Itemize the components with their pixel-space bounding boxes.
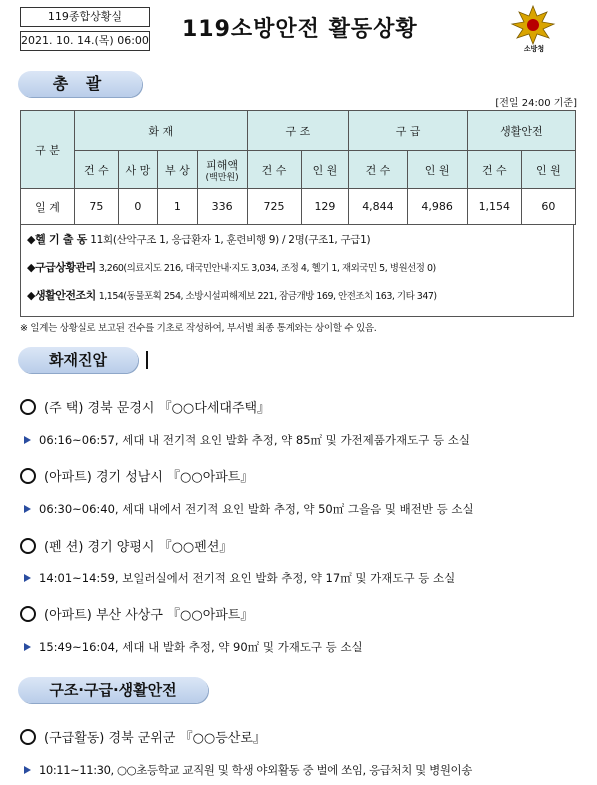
cell-fire-cases: 75 — [75, 189, 119, 225]
group-fire: 화 재 — [75, 111, 247, 151]
fire-item-1 — [20, 397, 270, 416]
fire-item-3-head: (펜 션) 경기 양평시 『○○펜션』 — [44, 540, 233, 555]
fire-item-4-head: (아파트) 부산 사상구 『○○아파트』 — [44, 608, 254, 623]
fire-item-1-detail: 06:16~06:57, 세대 내 전기적 요인 발화 추정, 약 85㎡ 및 가전제품가재도구 등 소실 — [39, 433, 470, 447]
page-title: 119소방안전 활동상황 — [182, 17, 418, 42]
note-ems-label: ◆구급상황관리 — [27, 261, 96, 274]
triangle-bullet-icon — [24, 505, 31, 513]
rescue-item-1-detail: 10:11~11:30, ○○초등학교 교직원 및 학생 야외활동 중 벌에 쏘임, 응급처치 및 병원이송 — [39, 763, 472, 777]
report-date-badge — [20, 31, 150, 51]
triangle-bullet-icon — [24, 574, 31, 582]
note-ems — [27, 259, 567, 275]
circle-bullet-icon — [20, 606, 36, 622]
logo-label: 소방청 — [523, 45, 545, 53]
office-badge — [20, 7, 150, 27]
rescue-item-1-head: (구급활동) 경북 군위군 『○○등산로』 — [44, 731, 266, 746]
col-fire-deaths: 사 망 — [118, 151, 157, 189]
summary-table — [20, 110, 576, 317]
fire-item-2-detail: 06:30~06:40, 세대 내에서 전기적 요인 발화 추정, 약 50㎡ 그을음 및 배전반 등 소실 — [39, 502, 474, 516]
fire-item-1-head: (주 택) 경북 문경시 『○○다세대주택』 — [44, 401, 271, 416]
fire-item-2-detail-line — [24, 501, 474, 517]
col-safety-cases: 건 수 — [467, 151, 521, 189]
fire-item-1-detail-line — [24, 432, 470, 448]
note-safety-text: 1,154(동물포획 254, 소방시설피해제보 221, 잠금개방 169, 안전조치 163, 기타 347) — [98, 291, 437, 302]
fire-item-3-detail-line — [24, 570, 455, 586]
cell-rescue-cases: 725 — [247, 189, 301, 225]
row-label: 일 계 — [21, 189, 75, 225]
note-safety-label: ◆생활안전조치 — [27, 289, 96, 302]
triangle-bullet-icon — [24, 436, 31, 444]
office-name: 119종합상황실 — [47, 10, 123, 23]
rescue-item-1 — [20, 727, 266, 746]
col-fire-damage-label: 피해액 — [206, 158, 239, 172]
fire-item-3-detail: 14:01~14:59, 보일러실에서 전기적 요인 발화 추정, 약 17㎡ 및 가재도구 등 소실 — [39, 571, 456, 585]
col-rescue-people: 인 원 — [301, 151, 349, 189]
group-ems: 구 급 — [349, 111, 467, 151]
note-helicopter-label: ◆헬 기 출 동 — [27, 233, 88, 246]
fire-agency-logo — [506, 4, 562, 52]
fire-item-3 — [20, 536, 232, 555]
fire-item-4-detail-line — [24, 639, 363, 655]
circle-bullet-icon — [20, 729, 36, 745]
triangle-bullet-icon — [24, 766, 31, 774]
note-helicopter — [27, 231, 567, 247]
circle-bullet-icon — [20, 468, 36, 484]
summary-notes — [20, 225, 574, 317]
col-fire-damage-unit: (백만원) — [205, 172, 239, 183]
circle-bullet-icon — [20, 538, 36, 554]
circle-bullet-icon — [20, 399, 36, 415]
col-ems-cases: 건 수 — [349, 151, 407, 189]
fire-item-4-detail: 15:49~16:04, 세대 내 발화 추정, 약 90㎡ 및 가재도구 등 소실 — [39, 640, 363, 654]
note-ems-text: 3,260(의료지도 216, 대국민안내·지도 3,034, 조정 4, 헬기 1, 재외국민 5, 병원선정 0) — [98, 263, 436, 274]
cell-safety-people: 60 — [521, 189, 575, 225]
rescue-item-1-detail-line — [24, 762, 472, 778]
report-date: 2021. 10. 14.(목) 06:00 — [21, 34, 149, 47]
summary-section-label: 총 괄 — [18, 71, 142, 97]
note-safety — [27, 287, 567, 303]
col-rescue-cases: 건 수 — [247, 151, 301, 189]
fire-item-2-head: (아파트) 경기 성남시 『○○아파트』 — [44, 470, 254, 485]
col-ems-people: 인 원 — [407, 151, 467, 189]
group-rescue: 구 조 — [247, 111, 349, 151]
group-safety: 생활안전 — [467, 111, 575, 151]
rescue-section-label: 구조·구급·생활안전 — [18, 677, 208, 703]
cell-safety-cases: 1,154 — [467, 189, 521, 225]
emblem-icon — [506, 4, 560, 46]
col-fire-damage — [197, 151, 247, 189]
cell-fire-deaths: 0 — [118, 189, 157, 225]
triangle-bullet-icon — [24, 643, 31, 651]
cell-fire-injured: 1 — [158, 189, 197, 225]
cell-rescue-people: 129 — [301, 189, 349, 225]
cell-ems-people: 4,986 — [407, 189, 467, 225]
fire-item-4 — [20, 604, 253, 623]
cell-fire-damage: 336 — [197, 189, 247, 225]
fire-item-2 — [20, 466, 253, 485]
row-header: 구 분 — [21, 111, 75, 189]
col-fire-cases: 건 수 — [75, 151, 119, 189]
note-helicopter-text: 11회(산악구조 1, 응급환자 1, 훈련비행 9) / 2명(구조1, 구급1) — [90, 234, 371, 246]
basis-time: [전일 24:00 기준] — [495, 98, 577, 109]
cell-ems-cases: 4,844 — [349, 189, 407, 225]
col-safety-people: 인 원 — [521, 151, 575, 189]
text-cursor — [146, 351, 148, 369]
fire-section-label: 화재진압 — [18, 347, 138, 373]
footnote: ※ 일계는 상황실로 보고된 건수를 기초로 작성하여, 부서별 최종 통계와는 상이할 수 있음. — [20, 323, 377, 334]
col-fire-injured: 부 상 — [158, 151, 197, 189]
